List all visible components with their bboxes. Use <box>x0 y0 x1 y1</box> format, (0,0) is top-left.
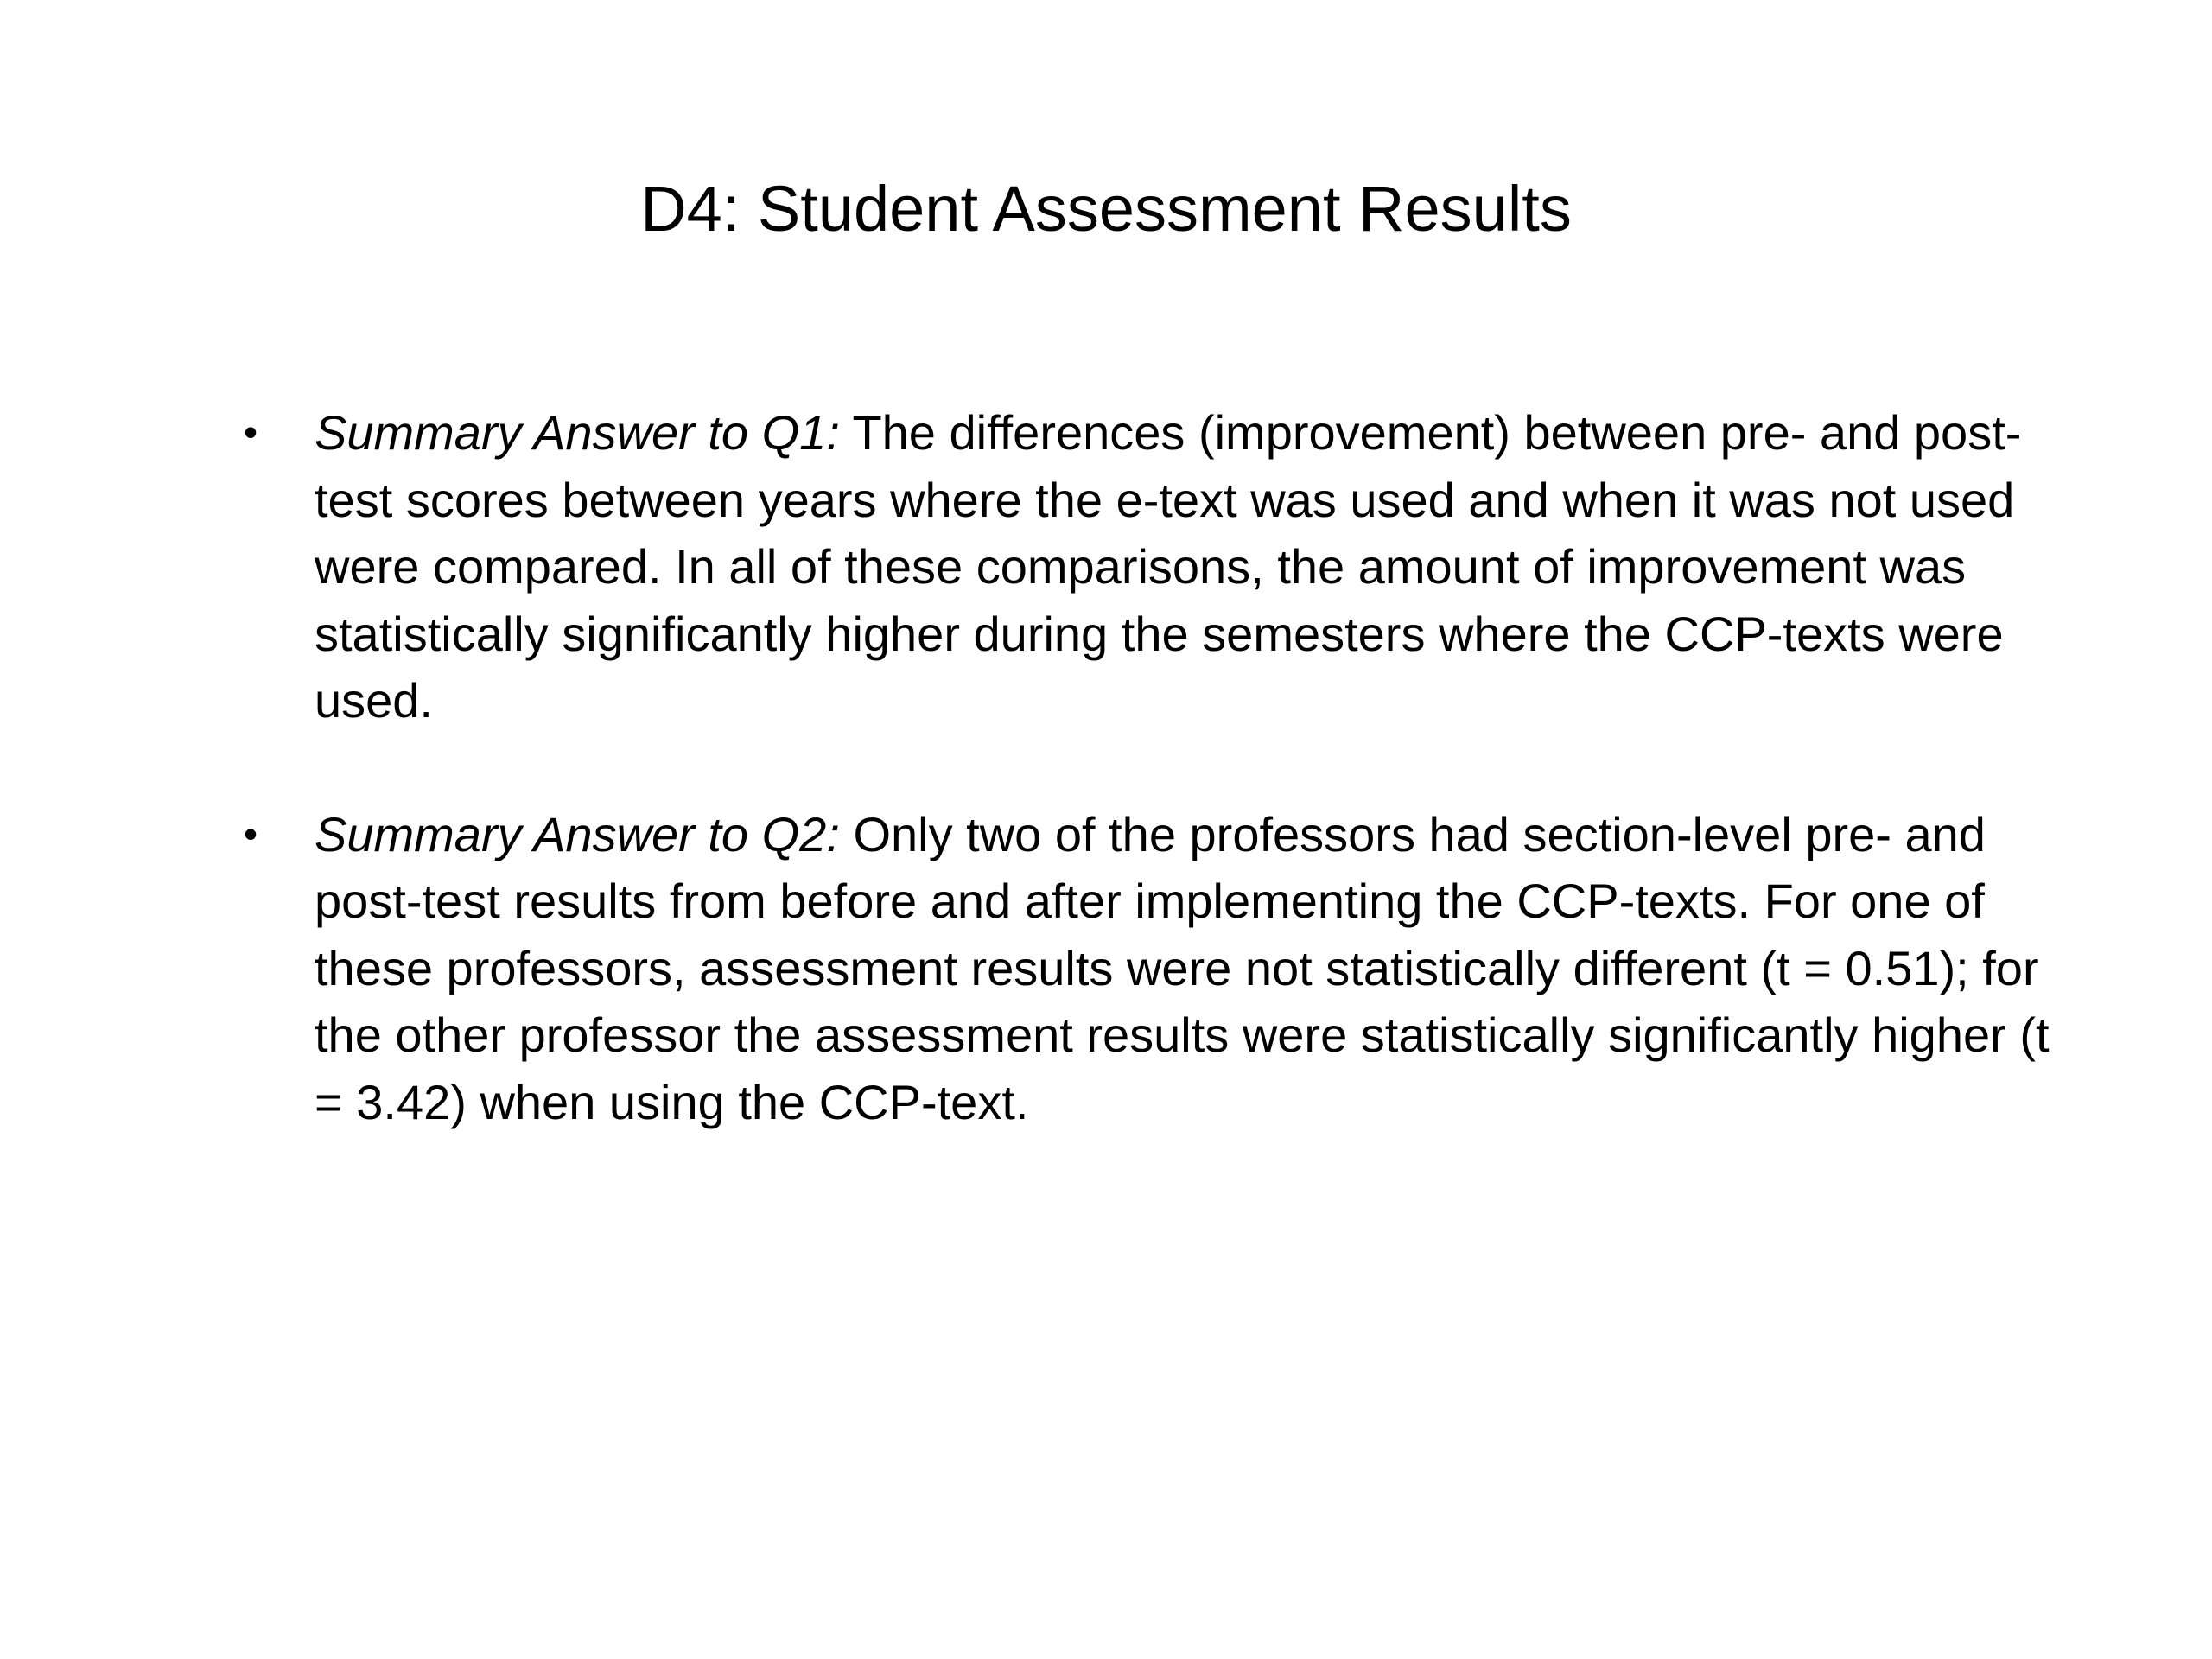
bullet-lead-q1: Summary Answer to Q1: <box>315 405 840 460</box>
bullet-text-q2: Only two of the professors had section-level pre- and post-test results from before and after implementing the CCP-texts. For one of these professors, assessment results were not statistically different (t = 0.51); for the other professor the assessment results were statistically significantly higher (t = 3.42) when using the CCP-text. <box>315 806 2050 1129</box>
bullet-marker: • <box>244 810 258 856</box>
bullet-list <box>244 399 2051 1202</box>
bullet-text-q1: The differences (improvement) between pre- and post-test scores between years where the e-text was used and when it was not used were compared. In all of these comparisons, the amount of improvement was statistically significantly higher during the semesters where the CCP-texts were used. <box>315 405 2022 728</box>
bullet-lead-q2: Summary Answer to Q2: <box>315 806 840 861</box>
bullet-item-q2 <box>244 801 2051 1136</box>
bullet-item-q1 <box>244 399 2051 734</box>
bullet-marker: • <box>244 410 258 454</box>
slide-title: D4: Student Assessment Results <box>640 173 1572 245</box>
